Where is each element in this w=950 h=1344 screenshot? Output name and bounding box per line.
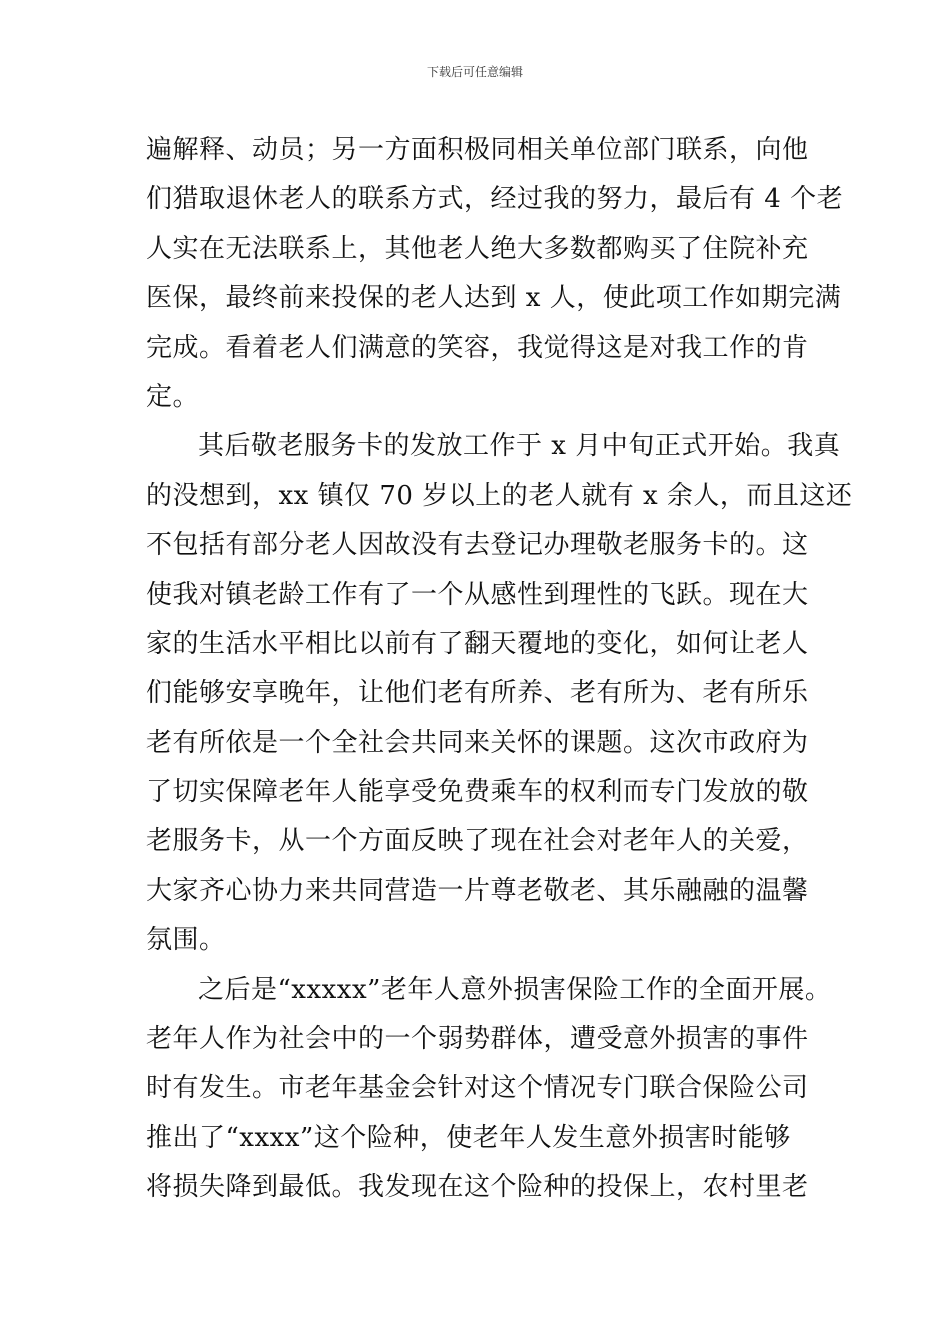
text-line: 时有发生。市老年基金会针对这个情况专门联合保险公司 [146,1073,809,1104]
paragraph-1 [146,126,844,422]
text-line: 们能够安享晚年，让他们老有所养、老有所为、老有所乐 [146,678,809,709]
text-line: 遍解释、动员；另一方面积极同相关单位部门联系，向他 [146,135,809,165]
paragraph-2 [146,422,853,965]
text-line: 其后敬老服务卡的发放工作于 x 月中旬正式开始。我真 [198,431,841,462]
text-line: 老服务卡，从一个方面反映了现在社会对老年人的关爱， [146,826,809,857]
text-line: 了切实保障老年人能享受免费乘车的权利而专门发放的敬 [146,777,809,808]
text-line: 大家齐心协力来共同营造一片尊老敬老、其乐融融的温馨 [146,875,809,906]
text-line: 不包括有部分老人因故没有去登记办理敬老服务卡的。这 [146,530,809,561]
text-line: 使我对镇老龄工作有了一个从感性到理性的飞跃。现在大 [146,579,809,610]
text-line: 的没想到，xx 镇仅 70 岁以上的老人就有 x 余人，而且这还 [146,480,853,511]
text-line: 医保，最终前来投保的老人达到 x 人，使此项工作如期完满 [146,283,842,314]
text-line: 人实在无法联系上，其他老人绝大多数都购买了住院补充 [146,233,809,264]
text-line: 老有所依是一个全社会共同来关怀的课题。这次市政府为 [146,727,809,758]
text-line: 完成。看着老人们满意的笑容，我觉得这是对我工作的肯 [146,332,809,363]
paragraph-3 [146,966,832,1213]
text-line: 家的生活水平相比以前有了翻天覆地的变化，如何让老人 [146,628,809,659]
text-line: 们猎取退休老人的联系方式，经过我的努力，最后有 4 个老 [146,184,844,215]
text-line: 推出了“xxxx”这个险种，使老年人发生意外损害时能够 [146,1122,791,1153]
text-line: 氛围。 [146,925,226,956]
page-header-note: 下载后可任意编辑 [426,65,523,79]
text-line: 老年人作为社会中的一个弱势群体，遭受意外损害的事件 [146,1024,809,1055]
document-body [146,126,853,1213]
text-line: 之后是“xxxxx”老年人意外损害保险工作的全面开展。 [198,974,832,1005]
text-line: 定。 [146,381,200,412]
text-line: 将损失降到最低。我发现在这个险种的投保上，农村里老 [146,1172,809,1203]
